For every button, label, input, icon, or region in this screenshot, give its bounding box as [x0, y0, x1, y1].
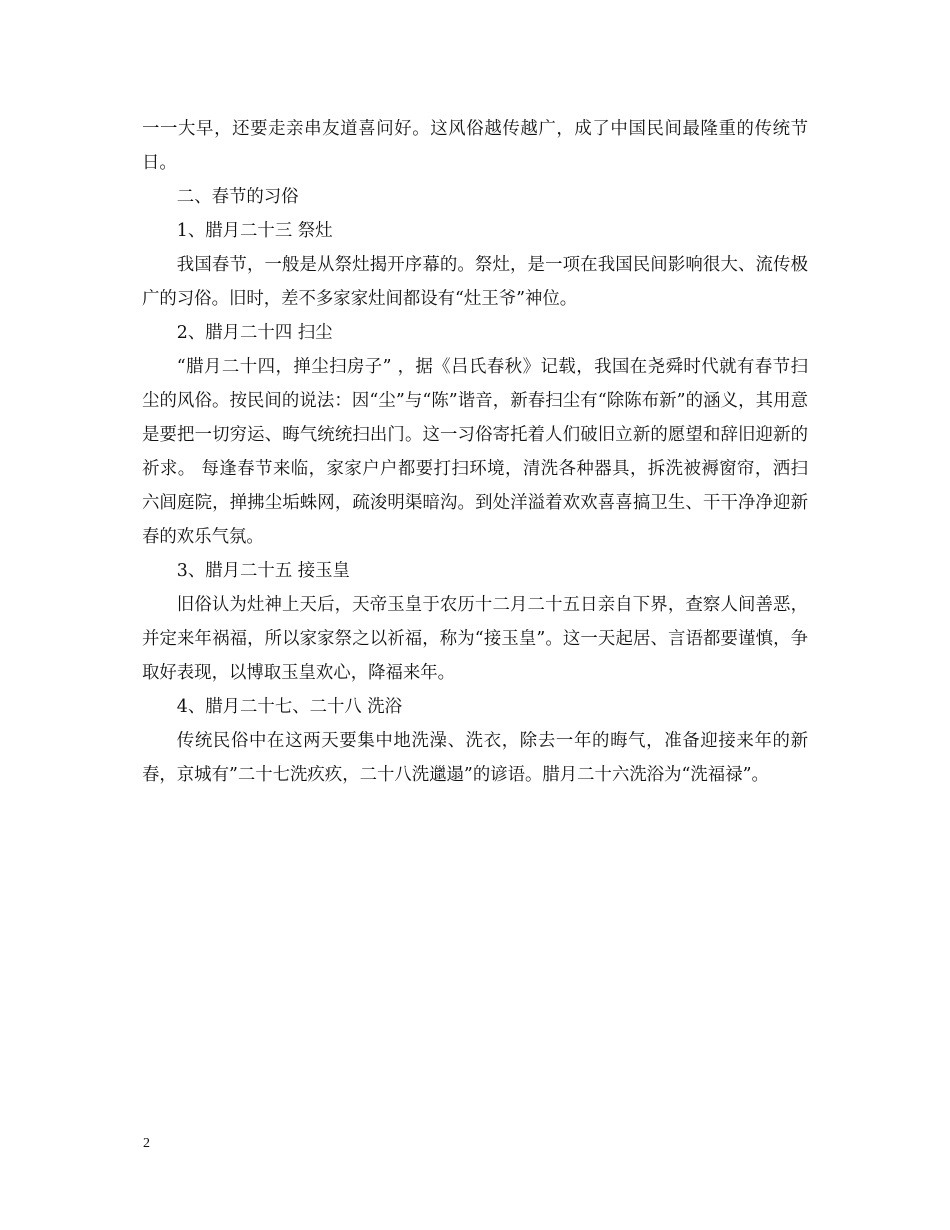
- subheading-sweeping-dust: 2、腊月二十四 扫尘: [176, 323, 333, 343]
- paragraph-jade-emperor: 旧俗认为灶神上天后，天帝玉皇于农历十二月二十五日亲自下界，查察人间善恶，并定来年祸福，所以家家祭之以祈福，称为“接玉皇”。这一天起居、言语都要谨慎，争取好表现，以博取玉皇欢心，降福来年。: [142, 595, 808, 683]
- paragraph-kitchen-god: 我国春节，一般是从祭灶揭开序幕的。祭灶，是一项在我国民间影响很大、流传极广的习俗。旧时，差不多家家灶间都设有“灶王爷”神位。: [142, 255, 808, 309]
- subheading-jade-emperor: 3、腊月二十五 接玉皇: [176, 561, 350, 581]
- paragraph-bathing: 传统民俗中在这两天要集中地洗澡、洗衣，除去一年的晦气，准备迎接来年的新春，京城有”二十七洗疚疚，二十八洗邋遢”的谚语。腊月二十六洗浴为“洗福禄”。: [142, 731, 808, 785]
- page-number: 2: [143, 1136, 150, 1151]
- paragraph-sweeping-dust: “腊月二十四，掸尘扫房子” ，据《吕氏春秋》记载，我国在尧舜时代就有春节扫尘的风俗。按民间的说法：因“尘”与“陈”谐音，新春扫尘有“除陈布新”的涵义，其用意是要把一切穷运、晦气统统扫出门。这一习俗寄托着人们破旧立新的愿望和辞旧迎新的祈求。 每逢春节来临，家家户户都要打扫环境，清洗各种器具，拆洗被褥窗帘，洒扫六闾庭院，掸拂尘垢蛛网，疏浚明渠暗沟。到处洋溢着欢欢喜喜搞卫生、干干净净迎新春的欢乐气氛。: [142, 357, 808, 547]
- subheading-bathing: 4、腊月二十七、二十八 洗浴: [176, 697, 403, 717]
- section-heading-spring-festival-customs: 二、春节的习俗: [176, 187, 299, 207]
- subheading-kitchen-god: 1、腊月二十三 祭灶: [176, 221, 333, 241]
- document-body: [142, 112, 808, 792]
- paragraph-intro-continuation: 一一大早，还要走亲串友道喜问好。这风俗越传越广，成了中国民间最隆重的传统节日。: [142, 119, 808, 173]
